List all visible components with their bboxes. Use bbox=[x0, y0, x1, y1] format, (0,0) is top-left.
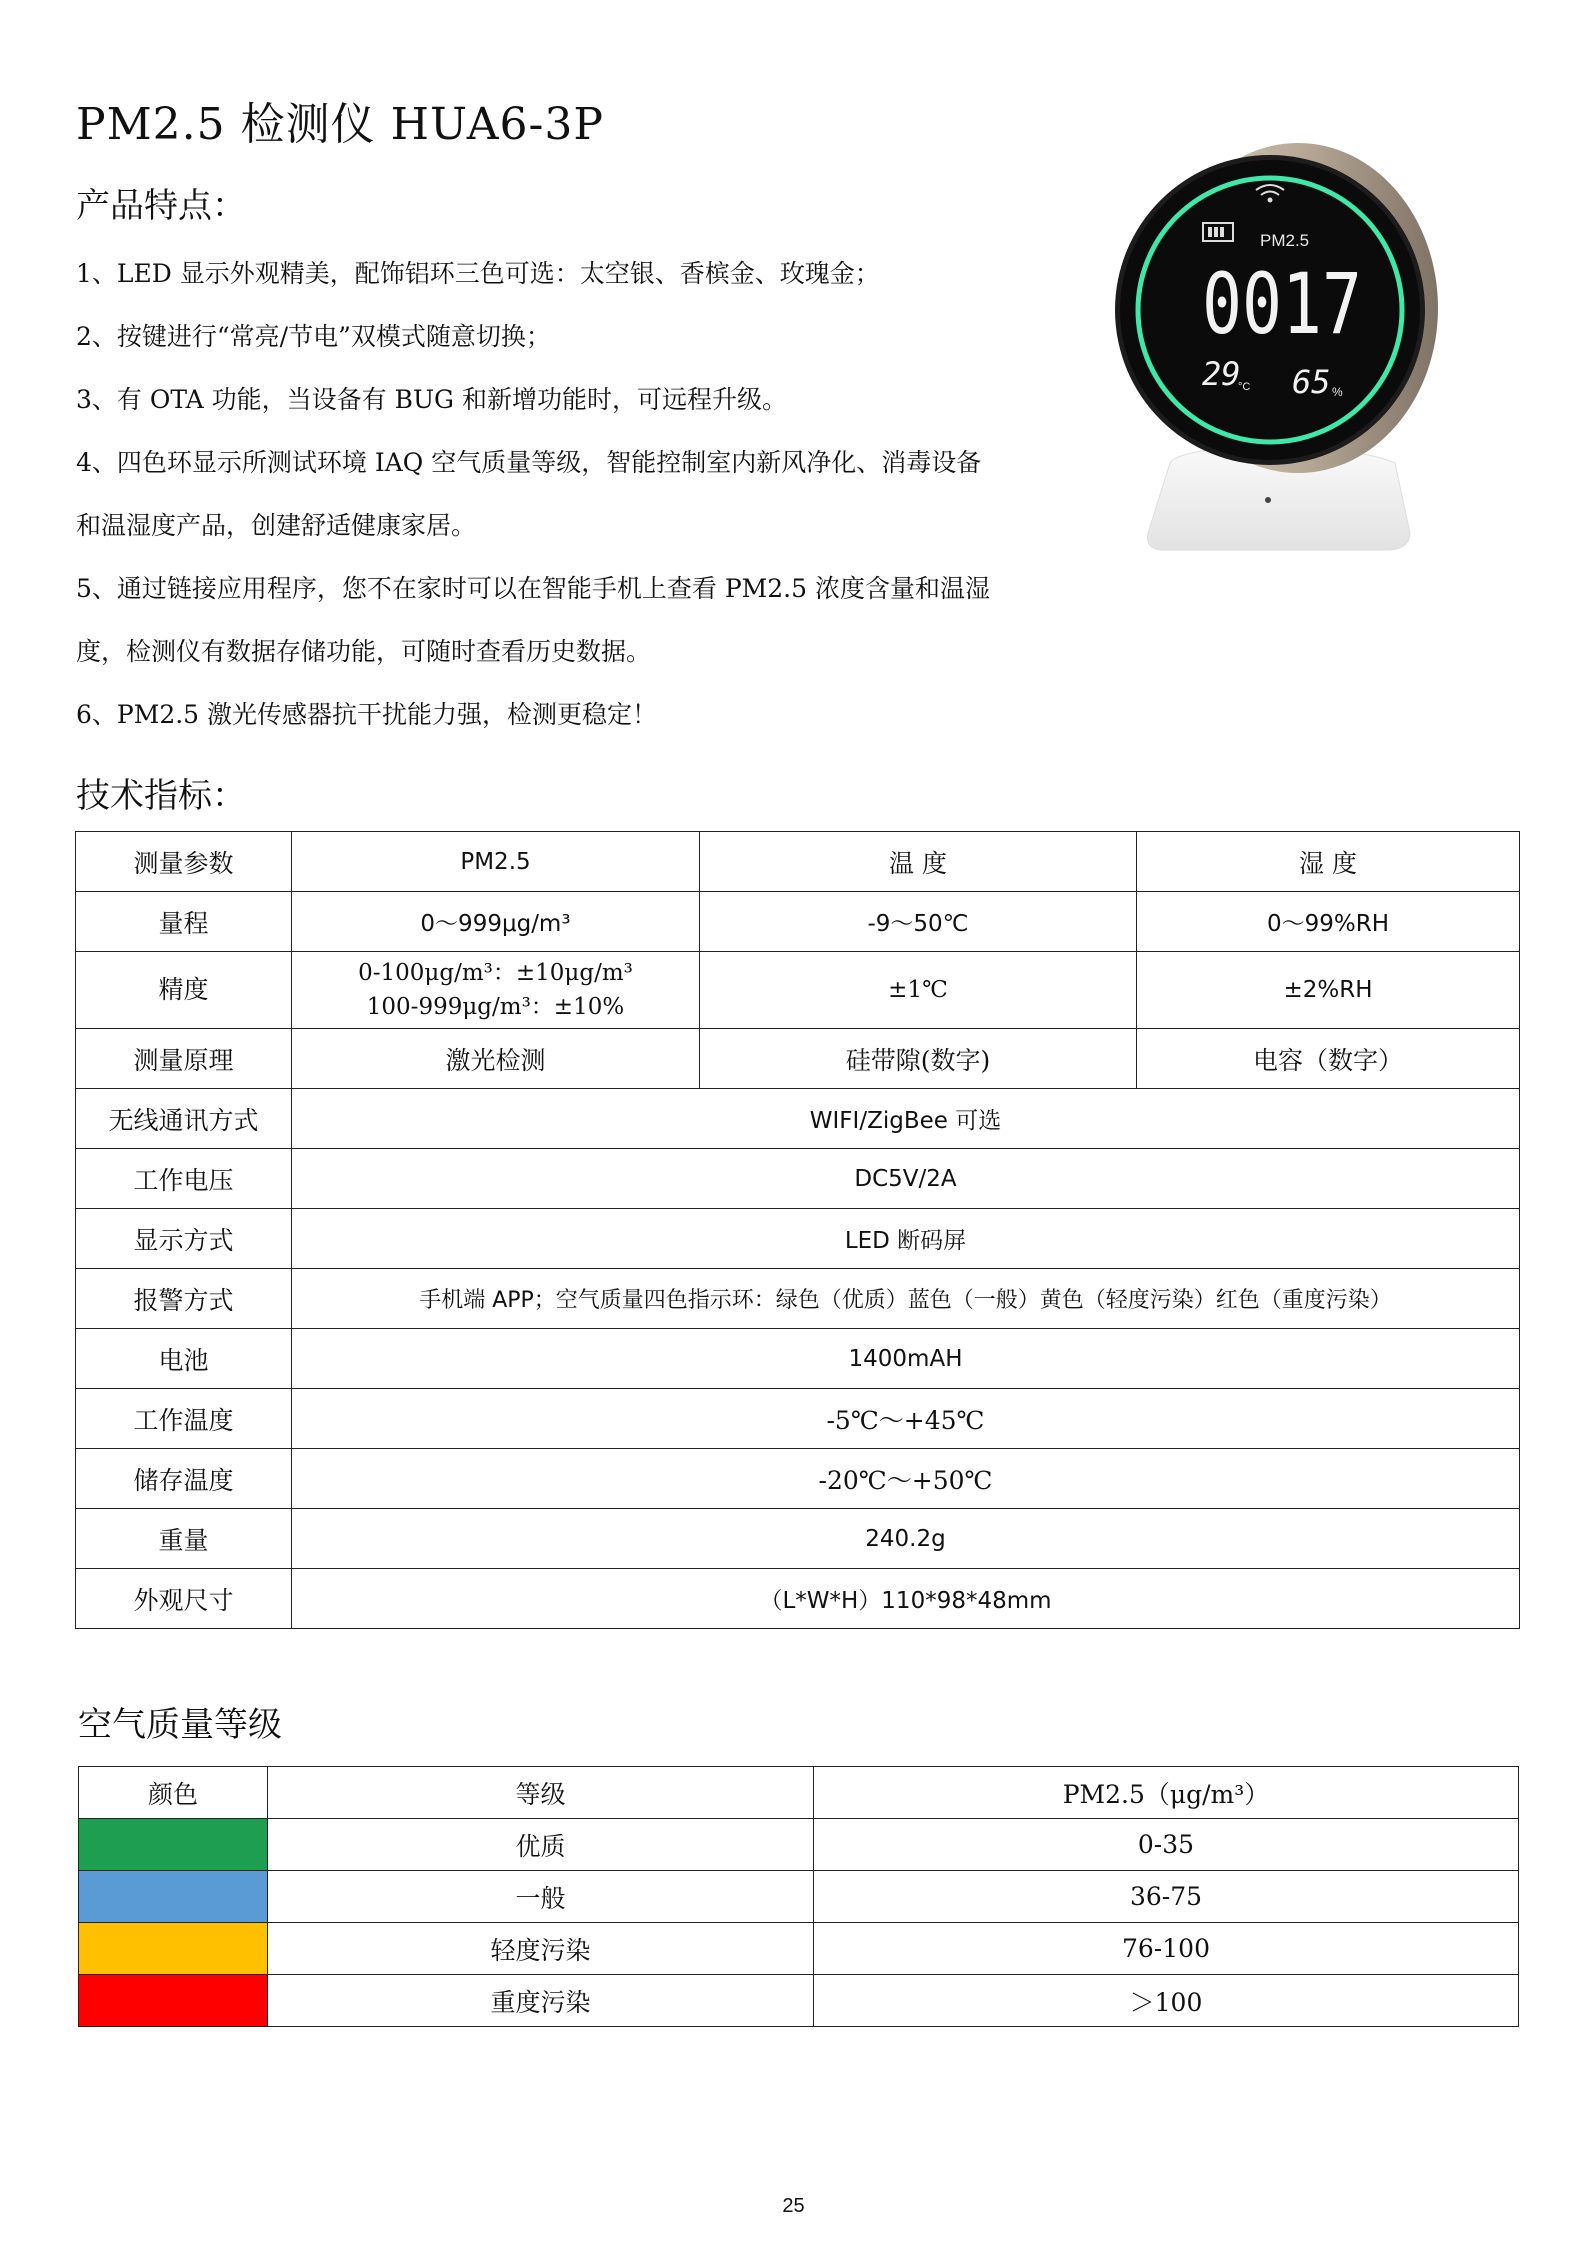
display-temp-unit: °C bbox=[1238, 381, 1251, 393]
table-cell: PM2.5 bbox=[292, 832, 700, 892]
color-swatch bbox=[79, 1819, 268, 1871]
table-cell: 工作温度 bbox=[76, 1389, 292, 1449]
table-cell bbox=[292, 952, 700, 1029]
page-number: 25 bbox=[782, 2195, 805, 2217]
aq-table bbox=[78, 1766, 1519, 2027]
table-cell: 240.2g bbox=[292, 1509, 1520, 1569]
table-cell: 重量 bbox=[76, 1509, 292, 1569]
table-row bbox=[76, 1389, 1520, 1449]
table-cell: 重度污染 bbox=[268, 1975, 814, 2027]
feature-line-7: 度，检测仪有数据存储功能，可随时查看历史数据。 bbox=[76, 637, 652, 666]
table-row bbox=[76, 832, 1520, 892]
table-cell: 储存温度 bbox=[76, 1449, 292, 1509]
display-temp: 29 bbox=[1202, 355, 1241, 393]
feature-line-8: 6、PM2.5 激光传感器抗干扰能力强，检测更稳定！ bbox=[76, 700, 658, 729]
table-row bbox=[76, 1569, 1520, 1629]
color-swatch bbox=[79, 1923, 268, 1975]
table-row bbox=[79, 1871, 1519, 1923]
table-cell: -20℃～+50℃ bbox=[292, 1449, 1520, 1509]
display-label: PM2.5 bbox=[1260, 231, 1310, 250]
feature-line-4: 4、四色环显示所测试环境 IAQ 空气质量等级，智能控制室内新风净化、消毒设备 bbox=[76, 448, 982, 477]
display-humidity: 65 bbox=[1292, 363, 1331, 401]
table-cell: 手机端 APP；空气质量四色指示环：绿色（优质）蓝色（一般）黄色（轻度污染）红色（重度污染） bbox=[292, 1269, 1520, 1329]
table-row bbox=[79, 1819, 1519, 1871]
table-cell: 1400mAH bbox=[292, 1329, 1520, 1389]
feature-line-6: 5、通过链接应用程序，您不在家时可以在智能手机上查看 PM2.5 浓度含量和温湿 bbox=[76, 574, 990, 603]
aq-heading: 空气质量等级 bbox=[78, 1705, 282, 1745]
table-cell: 测量原理 bbox=[76, 1029, 292, 1089]
table-cell: 无线通讯方式 bbox=[76, 1089, 292, 1149]
table-row bbox=[76, 952, 1520, 1029]
page-title: PM2.5 检测仪 HUA6-3P bbox=[76, 99, 604, 150]
table-cell: -5℃～+45℃ bbox=[292, 1389, 1520, 1449]
table-cell: 优质 bbox=[268, 1819, 814, 1871]
table-row bbox=[76, 1509, 1520, 1569]
table-cell: WIFI/ZigBee 可选 bbox=[292, 1089, 1520, 1149]
table-cell: 电池 bbox=[76, 1329, 292, 1389]
table-cell: 报警方式 bbox=[76, 1269, 292, 1329]
table-cell: LED 断码屏 bbox=[292, 1209, 1520, 1269]
feature-line-5: 和温湿度产品，创建舒适健康家居。 bbox=[76, 511, 477, 540]
table-cell: PM2.5（μg/m³） bbox=[814, 1767, 1519, 1819]
spec-table bbox=[75, 831, 1520, 1629]
table-row bbox=[76, 1329, 1520, 1389]
table-row bbox=[76, 1029, 1520, 1089]
table-cell: 测量参数 bbox=[76, 832, 292, 892]
table-cell: 0-35 bbox=[814, 1819, 1519, 1871]
table-row bbox=[76, 1269, 1520, 1329]
table-row bbox=[79, 1923, 1519, 1975]
table-row bbox=[76, 1209, 1520, 1269]
table-row bbox=[76, 1149, 1520, 1209]
table-cell: 颜色 bbox=[79, 1767, 268, 1819]
table-cell: 硅带隙(数字) bbox=[700, 1029, 1137, 1089]
device-image bbox=[1110, 128, 1440, 598]
table-cell: ＞100 bbox=[814, 1975, 1519, 2027]
feature-line-2: 2、按键进行“常亮/节电”双模式随意切换； bbox=[76, 322, 551, 351]
feature-line-1: 1、LED 显示外观精美，配饰铝环三色可选：太空银、香槟金、玫瑰金； bbox=[76, 259, 880, 288]
precision-pm-line-1: 0-100μg/m³：±10μg/m³ bbox=[358, 960, 633, 986]
table-cell: 激光检测 bbox=[292, 1029, 700, 1089]
table-cell: 电容（数字） bbox=[1137, 1029, 1520, 1089]
table-cell: ±2%RH bbox=[1137, 952, 1520, 1029]
table-row bbox=[76, 1449, 1520, 1509]
table-cell: 工作电压 bbox=[76, 1149, 292, 1209]
table-cell: 0～999μg/m³ bbox=[292, 892, 700, 952]
table-cell: 显示方式 bbox=[76, 1209, 292, 1269]
table-cell: -9～50℃ bbox=[700, 892, 1137, 952]
display-humidity-unit: % bbox=[1332, 385, 1343, 399]
color-swatch bbox=[79, 1871, 268, 1923]
table-cell: ±1℃ bbox=[700, 952, 1137, 1029]
table-cell: 量程 bbox=[76, 892, 292, 952]
features-list bbox=[76, 252, 1086, 756]
precision-pm-line-2: 100-999μg/m³：±10% bbox=[366, 994, 625, 1020]
display-value: 0017 bbox=[1202, 255, 1362, 353]
spec-heading: 技术指标： bbox=[76, 776, 246, 816]
color-swatch bbox=[79, 1975, 268, 2027]
table-row bbox=[79, 1975, 1519, 2027]
table-cell: 0～99%RH bbox=[1137, 892, 1520, 952]
table-cell: 76-100 bbox=[814, 1923, 1519, 1975]
table-cell: 等级 bbox=[268, 1767, 814, 1819]
table-row bbox=[76, 1089, 1520, 1149]
table-cell: 温 度 bbox=[700, 832, 1137, 892]
feature-line-3: 3、有 OTA 功能，当设备有 BUG 和新增功能时，可远程升级。 bbox=[76, 385, 787, 414]
table-cell: DC5V/2A bbox=[292, 1149, 1520, 1209]
table-cell: 36-75 bbox=[814, 1871, 1519, 1923]
table-cell: 外观尺寸 bbox=[76, 1569, 292, 1629]
table-row bbox=[76, 892, 1520, 952]
table-row bbox=[79, 1767, 1519, 1819]
table-cell: 一般 bbox=[268, 1871, 814, 1923]
table-cell: 轻度污染 bbox=[268, 1923, 814, 1975]
table-cell: 精度 bbox=[76, 952, 292, 1029]
features-heading: 产品特点： bbox=[76, 186, 246, 226]
table-cell: 湿 度 bbox=[1137, 832, 1520, 892]
table-cell: （L*W*H）110*98*48mm bbox=[292, 1569, 1520, 1629]
